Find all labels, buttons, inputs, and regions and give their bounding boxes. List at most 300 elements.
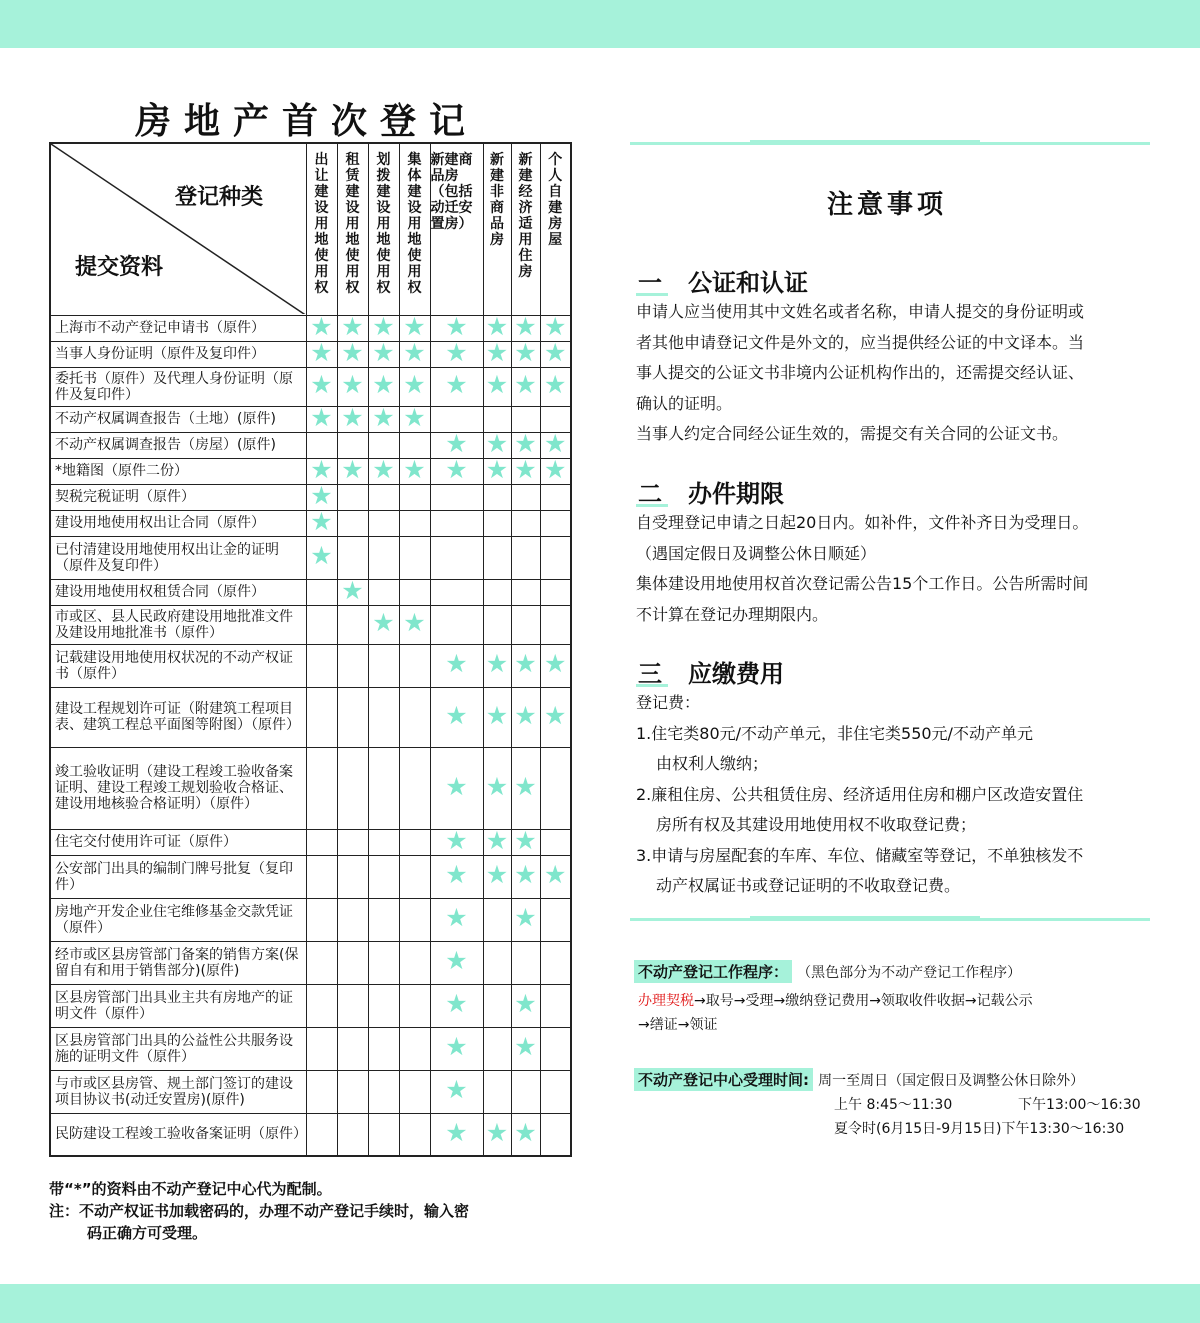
star-icon: ★	[341, 311, 364, 341]
star-icon: ★	[445, 1075, 468, 1104]
requirement-cell	[399, 984, 430, 1027]
requirement-cell	[483, 510, 511, 536]
column-header: 个人自建房屋	[540, 143, 571, 315]
requirement-cell	[368, 510, 399, 536]
column-header: 新建商品房（包括动迁安置房）	[430, 143, 483, 315]
document-name: 建设工程规划许可证（附建筑工程项目表、建筑工程总平面图等附图）（原件）	[50, 687, 306, 747]
requirement-cell	[483, 898, 511, 941]
star-icon: ★	[445, 771, 468, 801]
section-line: 由权利人缴纳；	[656, 754, 769, 773]
section-number: 一	[638, 269, 662, 297]
requirement-cell	[368, 1113, 399, 1156]
requirement-cell	[511, 536, 540, 579]
star-icon: ★	[514, 1032, 537, 1061]
requirement-cell	[483, 454, 511, 484]
section-line: （遇国定假日及调整公休日顺延）	[636, 543, 877, 563]
table-row	[50, 687, 571, 747]
star-icon: ★	[514, 903, 537, 932]
star-icon: ★	[372, 337, 395, 367]
table-row	[50, 367, 571, 406]
procedure-steps-line2: →缮证→领证	[638, 1017, 718, 1033]
star-icon: ★	[372, 454, 395, 484]
star-icon: ★	[485, 771, 509, 801]
requirement-cell	[368, 747, 399, 829]
star-icon: ★	[403, 337, 426, 367]
document-name: 区县房管部门出具业主共有房地产的证明文件（原件）	[50, 984, 306, 1027]
requirement-cell	[368, 579, 399, 605]
requirement-cell	[306, 579, 337, 605]
star-icon: ★	[372, 311, 395, 341]
star-icon: ★	[445, 1032, 468, 1061]
star-icon: ★	[341, 454, 364, 484]
column-header: 划拨建设用地使用权	[368, 143, 399, 315]
star-icon: ★	[544, 860, 567, 889]
document-name: 民防建设工程竣工验收备案证明（原件）	[50, 1113, 306, 1156]
star-icon: ★	[310, 454, 333, 484]
section-title: 公证和认证	[688, 269, 808, 297]
requirement-cell	[540, 1113, 571, 1156]
requirement-cell	[337, 454, 368, 484]
table-row	[50, 984, 571, 1027]
requirement-cell	[306, 605, 337, 644]
section-title: 应缴费用	[688, 660, 784, 688]
star-icon: ★	[310, 541, 333, 570]
requirement-cell	[430, 510, 483, 536]
requirement-cell	[511, 454, 540, 484]
requirement-cell	[368, 367, 399, 406]
requirement-cell	[337, 1113, 368, 1156]
requirement-cell	[399, 644, 430, 687]
star-icon: ★	[445, 1117, 468, 1147]
requirement-cell	[399, 367, 430, 406]
star-icon: ★	[445, 989, 468, 1018]
requirement-cell	[540, 605, 571, 644]
requirement-cell	[337, 402, 368, 432]
requirement-cell	[337, 941, 368, 984]
footnote-note-2: 码正确方可受理。	[87, 1224, 208, 1242]
table-row	[50, 829, 571, 855]
requirement-cell	[306, 536, 337, 579]
section-line: 1.住宅类80元/不动产单元，非住宅类550元/不动产单元	[636, 723, 1033, 743]
requirement-cell	[483, 605, 511, 644]
requirement-cell	[399, 687, 430, 747]
requirement-cell	[337, 367, 368, 406]
star-icon: ★	[310, 370, 333, 399]
requirement-cell	[430, 579, 483, 605]
requirement-cell	[337, 484, 368, 510]
requirements-body	[50, 311, 571, 1156]
requirement-cell	[540, 855, 571, 898]
requirement-cell	[430, 644, 483, 687]
requirement-cell	[540, 579, 571, 605]
star-icon: ★	[514, 649, 537, 678]
footnote-star: 带“*”的资料由不动产登记中心代为配制。	[49, 1180, 332, 1198]
document-name: *地籍图（原件二份）	[50, 458, 306, 484]
requirement-cell	[306, 506, 337, 536]
requirement-cell	[430, 984, 483, 1027]
procedure-label: 不动产登记工作程序：	[634, 960, 792, 983]
requirement-cell	[337, 687, 368, 747]
star-icon: ★	[514, 370, 537, 399]
requirement-cell	[430, 337, 483, 367]
requirement-cell	[368, 687, 399, 747]
footnote-note-1: 注：不动产权证书加载密码的，办理不动产登记手续时，输入密	[49, 1202, 470, 1220]
procedure-first-step: 办理契税	[638, 993, 694, 1009]
document-name: 不动产权属调查报告（土地）(原件)	[50, 406, 306, 432]
star-icon: ★	[310, 311, 333, 341]
star-icon: ★	[485, 428, 509, 458]
requirement-cell	[337, 575, 368, 605]
requirement-cell	[540, 510, 571, 536]
star-icon: ★	[445, 903, 468, 932]
star-icon: ★	[544, 311, 567, 341]
requirement-cell	[540, 1070, 571, 1113]
column-header: 出让建设用地使用权	[306, 143, 337, 315]
star-icon: ★	[514, 428, 537, 458]
page-title: 房地产首次登记	[135, 100, 479, 142]
requirement-cell	[337, 1027, 368, 1070]
requirement-cell	[511, 855, 540, 898]
star-icon: ★	[544, 370, 567, 399]
table-row	[50, 1113, 571, 1156]
section-fees	[636, 656, 1156, 902]
requirement-cell	[430, 367, 483, 406]
requirement-cell	[368, 1070, 399, 1113]
requirement-cell	[511, 605, 540, 644]
table-row	[50, 644, 571, 687]
requirement-cell	[399, 579, 430, 605]
star-icon: ★	[485, 860, 509, 889]
column-header: 新建经济适用住房	[511, 143, 540, 315]
requirement-cell	[483, 484, 511, 510]
section-line: 房所有权及其建设用地使用权不收取登记费；	[656, 815, 977, 834]
table-row	[50, 1027, 571, 1070]
document-name: 不动产权属调查报告（房屋）(原件)	[50, 432, 306, 458]
requirement-cell	[483, 1070, 511, 1113]
requirement-cell	[306, 829, 337, 855]
star-icon: ★	[514, 700, 537, 730]
document-name: 上海市不动产登记申请书（原件）	[50, 315, 306, 341]
requirement-cell	[540, 644, 571, 687]
requirement-cell	[306, 644, 337, 687]
hours-days: 周一至周日（国定假日及调整公休日除外）	[818, 1073, 1085, 1089]
table-row	[50, 855, 571, 898]
star-icon: ★	[445, 860, 468, 889]
requirement-cell	[540, 898, 571, 941]
requirement-cell	[337, 1070, 368, 1113]
requirement-cell	[368, 337, 399, 367]
star-icon: ★	[372, 370, 395, 399]
requirement-cell	[511, 644, 540, 687]
table-corner-header	[50, 143, 306, 315]
section-line: 确认的证明。	[636, 393, 733, 413]
requirement-cell	[306, 1027, 337, 1070]
hours-block	[634, 1068, 1174, 1137]
document-name: 当事人身份证明（原件及复印件）	[50, 341, 306, 367]
star-icon: ★	[485, 337, 509, 367]
requirement-cell	[368, 402, 399, 432]
section-line: 申请人应当使用其中文姓名或者名称，申请人提交的身份证明或	[636, 302, 1085, 321]
requirement-cell	[337, 536, 368, 579]
requirement-cell	[511, 1027, 540, 1070]
requirement-cell	[306, 337, 337, 367]
requirement-cell	[540, 536, 571, 579]
document-name: 记载建设用地使用权状况的不动产权证书（原件）	[50, 644, 306, 687]
requirement-cell	[399, 1113, 430, 1156]
star-icon: ★	[485, 825, 509, 855]
requirement-cell	[540, 1027, 571, 1070]
requirement-cell	[306, 898, 337, 941]
document-name: 公安部门出具的编制门牌号批复（复印件）	[50, 855, 306, 898]
requirement-cell	[540, 484, 571, 510]
requirement-cell	[430, 825, 483, 855]
star-icon: ★	[485, 454, 509, 484]
star-icon: ★	[544, 700, 567, 730]
requirement-cell	[430, 1113, 483, 1156]
requirement-cell	[483, 984, 511, 1027]
requirement-cell	[399, 605, 430, 644]
procedure-steps-line1: →取号→受理→缴纳登记费用→领取收件收据→记载公示	[694, 993, 1033, 1009]
requirement-cell	[306, 1113, 337, 1156]
star-icon: ★	[514, 860, 537, 889]
requirement-cell	[399, 536, 430, 579]
section-number: 二	[638, 480, 662, 508]
table-row	[50, 579, 571, 605]
document-name: 已付清建设用地使用权出让金的证明（原件及复印件）	[50, 536, 306, 579]
star-icon: ★	[445, 337, 468, 367]
star-icon: ★	[445, 428, 468, 458]
requirement-cell	[337, 829, 368, 855]
section-line: 者其他申请登记文件是外文的，应当提供经公证的中文译本。当	[636, 332, 1085, 352]
star-icon: ★	[485, 649, 509, 678]
requirement-cell	[511, 825, 540, 855]
column-header: 集体建设用地使用权	[399, 143, 430, 315]
star-icon: ★	[485, 700, 509, 730]
document-name: 区县房管部门出具的公益性公共服务设施的证明文件（原件）	[50, 1027, 306, 1070]
star-icon: ★	[445, 700, 468, 730]
star-icon: ★	[445, 454, 468, 484]
requirement-cell	[368, 855, 399, 898]
submitted-docs-label: 提交资料	[75, 255, 164, 281]
requirement-cell	[483, 1027, 511, 1070]
star-icon: ★	[445, 825, 468, 855]
requirement-cell	[306, 367, 337, 406]
requirement-cell	[337, 855, 368, 898]
requirement-cell	[483, 579, 511, 605]
requirement-cell	[306, 402, 337, 432]
requirement-cell	[511, 687, 540, 747]
requirement-cell	[511, 984, 540, 1027]
document-name: 市或区、县人民政府建设用地批准文件及建设用地批准书（原件）	[50, 605, 306, 644]
requirement-cell	[430, 454, 483, 484]
table-row	[50, 1070, 571, 1113]
requirement-cell	[540, 687, 571, 747]
requirement-cell	[483, 644, 511, 687]
requirement-cell	[511, 484, 540, 510]
registration-type-label: 登记种类	[175, 185, 264, 211]
top-decorative-band	[0, 0, 1200, 48]
hours-label: 不动产登记中心受理时间:	[634, 1068, 813, 1091]
table-row	[50, 605, 571, 644]
document-name: 契税完税证明（原件）	[50, 484, 306, 510]
star-icon: ★	[514, 825, 537, 855]
star-icon: ★	[341, 575, 364, 605]
requirement-cell	[511, 941, 540, 984]
requirement-cell	[399, 484, 430, 510]
requirement-cell	[483, 1113, 511, 1156]
requirement-cell	[483, 855, 511, 898]
table-row	[50, 898, 571, 941]
star-icon: ★	[514, 771, 537, 801]
requirement-cell	[430, 1027, 483, 1070]
requirement-cell	[306, 855, 337, 898]
star-icon: ★	[341, 370, 364, 399]
document-name: 建设用地使用权租赁合同（原件）	[50, 579, 306, 605]
requirement-cell	[430, 1070, 483, 1113]
star-icon: ★	[514, 454, 537, 484]
requirement-cell	[399, 898, 430, 941]
star-icon: ★	[544, 649, 567, 678]
star-icon: ★	[514, 337, 537, 367]
requirement-cell	[540, 829, 571, 855]
star-icon: ★	[372, 402, 395, 432]
requirement-cell	[337, 898, 368, 941]
requirement-cell	[399, 510, 430, 536]
document-name: 住宅交付使用许可证（原件）	[50, 829, 306, 855]
requirement-cell	[540, 367, 571, 406]
requirement-cell	[368, 484, 399, 510]
requirement-cell	[368, 829, 399, 855]
star-icon: ★	[544, 454, 567, 484]
section-line: 事人提交的公证文书非境内公证机构作出的，还需提交经认证、	[636, 363, 1085, 382]
requirement-cell	[540, 454, 571, 484]
requirement-cell	[368, 1027, 399, 1070]
requirements-table	[49, 142, 572, 1157]
star-icon: ★	[485, 1117, 509, 1147]
star-icon: ★	[445, 946, 468, 975]
star-icon: ★	[310, 480, 333, 510]
star-icon: ★	[514, 1117, 537, 1147]
star-icon: ★	[310, 506, 333, 536]
table-row	[50, 941, 571, 984]
star-icon: ★	[341, 402, 364, 432]
section-line: 自受理登记申请之日起20日内。如补件，文件补齐日为受理日。	[636, 513, 1089, 532]
document-name: 房地产开发企业住宅维修基金交款凭证（原件）	[50, 898, 306, 941]
requirement-cell	[430, 747, 483, 829]
star-icon: ★	[310, 402, 333, 432]
section-title: 办件期限	[688, 480, 784, 508]
procedure-note: （黑色部分为不动产登记工作程序）	[797, 965, 1022, 981]
requirement-cell	[337, 337, 368, 367]
star-icon: ★	[372, 608, 395, 637]
section-line: 集体建设用地使用权首次登记需公告15个工作日。公告所需时间	[636, 574, 1089, 593]
requirement-cell	[399, 747, 430, 829]
requirement-cell	[540, 337, 571, 367]
star-icon: ★	[403, 311, 426, 341]
requirement-cell	[430, 941, 483, 984]
column-header: 租赁建设用地使用权	[337, 143, 368, 315]
requirement-cell	[399, 855, 430, 898]
table-row	[50, 510, 571, 536]
star-icon: ★	[485, 370, 509, 399]
requirement-cell	[368, 898, 399, 941]
requirement-cell	[483, 536, 511, 579]
requirement-cell	[511, 510, 540, 536]
requirement-cell	[399, 829, 430, 855]
requirement-cell	[430, 898, 483, 941]
requirement-cell	[483, 747, 511, 829]
section-line: 当事人约定合同经公证生效的，需提交有关合同的公证文书。	[636, 424, 1069, 443]
star-icon: ★	[403, 454, 426, 484]
document-name: 委托书（原件）及代理人身份证明（原件及复印件）	[50, 367, 306, 406]
requirement-cell	[430, 605, 483, 644]
star-icon: ★	[341, 337, 364, 367]
table-row	[50, 341, 571, 367]
requirement-cell	[483, 941, 511, 984]
requirement-cell	[368, 536, 399, 579]
star-icon: ★	[445, 370, 468, 399]
section-time-limit	[636, 476, 1156, 630]
table-row	[50, 747, 571, 829]
requirement-cell	[483, 337, 511, 367]
diagonal-divider	[51, 144, 306, 314]
requirement-cell	[368, 941, 399, 984]
requirement-cell	[483, 687, 511, 747]
star-icon: ★	[485, 311, 509, 341]
requirement-cell	[399, 1070, 430, 1113]
requirement-cell	[430, 687, 483, 747]
table-row	[50, 536, 571, 579]
star-icon: ★	[514, 311, 537, 341]
section-number: 三	[638, 660, 662, 688]
requirement-cell	[306, 941, 337, 984]
requirement-cell	[511, 1070, 540, 1113]
requirement-cell	[337, 510, 368, 536]
section-notarization	[636, 265, 1156, 450]
document-name: 与市或区县房管、规土部门签订的建设项目协议书(动迁安置房)(原件)	[50, 1070, 306, 1113]
requirement-cell	[430, 536, 483, 579]
requirement-cell	[511, 337, 540, 367]
requirement-cell	[399, 337, 430, 367]
requirement-cell	[511, 747, 540, 829]
section-line: 登记费：	[636, 693, 701, 712]
bottom-decorative-band	[0, 1284, 1200, 1323]
requirement-cell	[306, 747, 337, 829]
requirement-cell	[483, 367, 511, 406]
hours-am: 上午 8:45～11:30	[834, 1097, 953, 1113]
star-icon: ★	[445, 649, 468, 678]
requirement-cell	[337, 984, 368, 1027]
requirement-cell	[540, 984, 571, 1027]
document-name: 建设用地使用权出让合同（原件）	[50, 510, 306, 536]
requirement-cell	[511, 579, 540, 605]
document-name: 竣工验收证明（建设工程竣工验收备案证明、建设工程竣工规划验收合格证、建设用地核验合格证明）（原件）	[50, 747, 306, 829]
hours-summer: 夏令时(6月15日-9月15日)下午13:30～16:30	[834, 1121, 1125, 1137]
requirement-cell	[368, 984, 399, 1027]
star-icon: ★	[403, 608, 426, 637]
requirement-cell	[399, 402, 430, 432]
divider-bottom	[630, 918, 1150, 921]
star-icon: ★	[403, 402, 426, 432]
requirement-cell	[540, 747, 571, 829]
requirement-cell	[511, 367, 540, 406]
requirement-cell	[337, 747, 368, 829]
requirement-cell	[430, 855, 483, 898]
star-icon: ★	[544, 337, 567, 367]
notice-title: 注意事项	[827, 190, 948, 220]
requirement-cell	[368, 454, 399, 484]
document-name: 经市或区县房管部门备案的销售方案(保留自有和用于销售部分)(原件)	[50, 941, 306, 984]
